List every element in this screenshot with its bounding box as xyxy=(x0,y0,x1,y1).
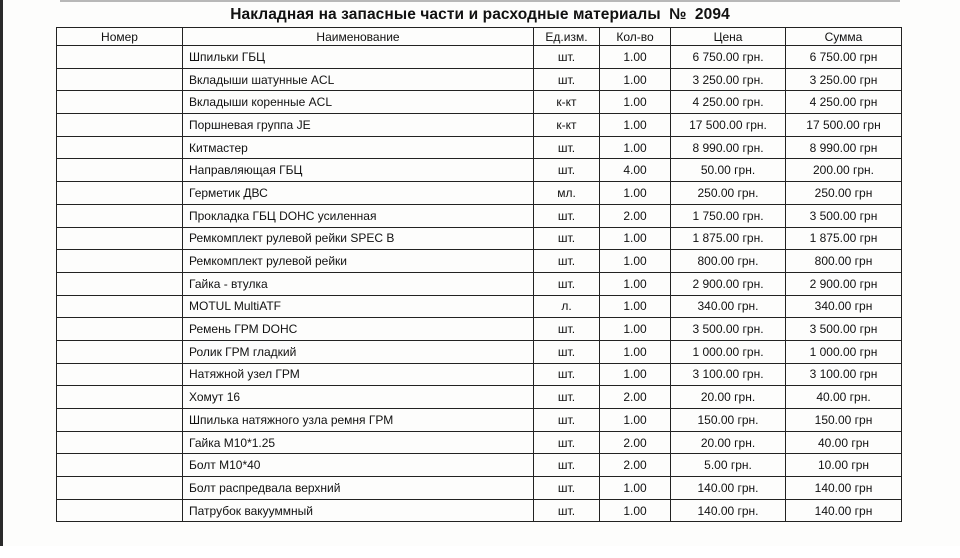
cell-name: Ролик ГРМ гладкий xyxy=(183,340,534,363)
cell-name: MOTUL MultiATF xyxy=(183,295,534,318)
cell-qty: 1.00 xyxy=(600,46,671,69)
table-row xyxy=(57,499,902,522)
cell-number xyxy=(57,46,183,69)
table-row xyxy=(57,159,902,182)
cell-unit: шт. xyxy=(534,454,600,477)
cell-price: 17 500.00 грн. xyxy=(671,114,786,137)
cell-number xyxy=(57,136,183,159)
table-row xyxy=(57,91,902,114)
cell-price: 3 500.00 грн. xyxy=(671,318,786,341)
cell-qty: 2.00 xyxy=(600,431,671,454)
table-row xyxy=(57,386,902,409)
cell-name: Вкладыши шатунные ACL xyxy=(183,68,534,91)
invoice-table-body xyxy=(57,46,902,522)
cell-qty: 1.00 xyxy=(600,182,671,205)
cell-price: 5.00 грн. xyxy=(671,454,786,477)
document-title-text: Накладная на запасные части и расходные материалы xyxy=(230,6,661,23)
cell-name: Болт М10*40 xyxy=(183,454,534,477)
cell-sum: 1 875.00 грн xyxy=(786,227,902,250)
cell-number xyxy=(57,340,183,363)
table-row xyxy=(57,409,902,432)
header-number: Номер xyxy=(57,28,183,46)
cell-unit: шт. xyxy=(534,318,600,341)
table-row xyxy=(57,272,902,295)
cell-unit: л. xyxy=(534,295,600,318)
cell-sum: 150.00 грн xyxy=(786,409,902,432)
table-row xyxy=(57,363,902,386)
cell-number xyxy=(57,295,183,318)
cell-name: Патрубок вакууммный xyxy=(183,499,534,522)
cell-name: Хомут 16 xyxy=(183,386,534,409)
cell-price: 1 750.00 грн. xyxy=(671,204,786,227)
cell-qty: 1.00 xyxy=(600,409,671,432)
cell-number xyxy=(57,318,183,341)
cell-unit: шт. xyxy=(534,159,600,182)
cell-name: Болт распредвала верхний xyxy=(183,477,534,500)
cell-price: 800.00 грн. xyxy=(671,250,786,273)
table-row xyxy=(57,136,902,159)
table-row xyxy=(57,250,902,273)
table-row xyxy=(57,204,902,227)
invoice-table xyxy=(56,27,902,522)
table-row xyxy=(57,431,902,454)
table-row xyxy=(57,68,902,91)
cell-number xyxy=(57,454,183,477)
cell-price: 340.00 грн. xyxy=(671,295,786,318)
cell-qty: 1.00 xyxy=(600,477,671,500)
cell-unit: шт. xyxy=(534,477,600,500)
table-header-row xyxy=(57,28,902,46)
cell-sum: 40.00 грн. xyxy=(786,386,902,409)
cell-number xyxy=(57,386,183,409)
cell-unit: шт. xyxy=(534,386,600,409)
cell-sum: 800.00 грн xyxy=(786,250,902,273)
cell-unit: шт. xyxy=(534,340,600,363)
cell-number xyxy=(57,272,183,295)
cell-unit: шт. xyxy=(534,250,600,273)
cell-qty: 1.00 xyxy=(600,250,671,273)
cell-qty: 1.00 xyxy=(600,68,671,91)
cell-number xyxy=(57,431,183,454)
cell-price: 50.00 грн. xyxy=(671,159,786,182)
cell-unit: мл. xyxy=(534,182,600,205)
cell-qty: 1.00 xyxy=(600,114,671,137)
cell-name: Ремкомплект рулевой рейки xyxy=(183,250,534,273)
cell-number xyxy=(57,91,183,114)
cell-qty: 1.00 xyxy=(600,318,671,341)
cell-sum: 140.00 грн xyxy=(786,477,902,500)
table-row xyxy=(57,182,902,205)
cell-qty: 1.00 xyxy=(600,340,671,363)
cell-name: Китмастер xyxy=(183,136,534,159)
cell-sum: 3 100.00 грн xyxy=(786,363,902,386)
cell-sum: 2 900.00 грн xyxy=(786,272,902,295)
scan-top-edge xyxy=(60,0,900,2)
table-row xyxy=(57,318,902,341)
cell-sum: 3 250.00 грн xyxy=(786,68,902,91)
cell-sum: 3 500.00 грн xyxy=(786,318,902,341)
table-row xyxy=(57,477,902,500)
cell-name: Прокладка ГБЦ DOHC усиленная xyxy=(183,204,534,227)
cell-name: Шпилька натяжного узла ремня ГРМ xyxy=(183,409,534,432)
cell-price: 20.00 грн. xyxy=(671,431,786,454)
cell-name: Ремень ГРМ DOHC xyxy=(183,318,534,341)
cell-price: 1 875.00 грн. xyxy=(671,227,786,250)
cell-sum: 8 990.00 грн xyxy=(786,136,902,159)
cell-qty: 1.00 xyxy=(600,91,671,114)
table-row xyxy=(57,295,902,318)
cell-qty: 1.00 xyxy=(600,227,671,250)
document-number-label: № xyxy=(669,6,687,23)
cell-unit: к-кт xyxy=(534,91,600,114)
scan-left-edge xyxy=(0,0,3,558)
table-row xyxy=(57,227,902,250)
cell-name: Направляющая ГБЦ xyxy=(183,159,534,182)
cell-sum: 140.00 грн xyxy=(786,499,902,522)
table-row xyxy=(57,340,902,363)
cell-name: Ремкомплект рулевой рейки SPEC B xyxy=(183,227,534,250)
cell-number xyxy=(57,250,183,273)
cell-qty: 2.00 xyxy=(600,386,671,409)
cell-sum: 4 250.00 грн xyxy=(786,91,902,114)
cell-number xyxy=(57,363,183,386)
header-unit: Ед.изм. xyxy=(534,28,600,46)
cell-price: 20.00 грн. xyxy=(671,386,786,409)
cell-price: 3 100.00 грн. xyxy=(671,363,786,386)
cell-name: Гайка - втулка xyxy=(183,272,534,295)
cell-number xyxy=(57,114,183,137)
cell-name: Шпильки ГБЦ xyxy=(183,46,534,69)
cell-name: Натяжной узел ГРМ xyxy=(183,363,534,386)
cell-price: 150.00 грн. xyxy=(671,409,786,432)
cell-number xyxy=(57,182,183,205)
cell-price: 2 900.00 грн. xyxy=(671,272,786,295)
cell-number xyxy=(57,227,183,250)
cell-sum: 40.00 грн xyxy=(786,431,902,454)
cell-unit: шт. xyxy=(534,46,600,69)
cell-qty: 1.00 xyxy=(600,499,671,522)
cell-number xyxy=(57,68,183,91)
cell-sum: 340.00 грн xyxy=(786,295,902,318)
document-title xyxy=(0,6,960,24)
cell-qty: 2.00 xyxy=(600,204,671,227)
table-row xyxy=(57,114,902,137)
cell-number xyxy=(57,409,183,432)
cell-unit: шт. xyxy=(534,68,600,91)
cell-name: Вкладыши коренные ACL xyxy=(183,91,534,114)
cell-sum: 1 000.00 грн xyxy=(786,340,902,363)
cell-sum: 3 500.00 грн xyxy=(786,204,902,227)
cell-price: 6 750.00 грн. xyxy=(671,46,786,69)
cell-unit: шт. xyxy=(534,204,600,227)
scan-bottom-margin xyxy=(0,546,960,558)
header-price: Цена xyxy=(671,28,786,46)
cell-unit: к-кт xyxy=(534,114,600,137)
cell-qty: 1.00 xyxy=(600,272,671,295)
cell-sum: 17 500.00 грн xyxy=(786,114,902,137)
cell-price: 8 990.00 грн. xyxy=(671,136,786,159)
cell-name: Герметик ДВС xyxy=(183,182,534,205)
cell-qty: 1.00 xyxy=(600,136,671,159)
cell-price: 3 250.00 грн. xyxy=(671,68,786,91)
table-row xyxy=(57,46,902,69)
cell-price: 4 250.00 грн. xyxy=(671,91,786,114)
cell-unit: шт. xyxy=(534,363,600,386)
header-qty: Кол-во xyxy=(600,28,671,46)
cell-qty: 1.00 xyxy=(600,295,671,318)
header-sum: Сумма xyxy=(786,28,902,46)
cell-qty: 4.00 xyxy=(600,159,671,182)
cell-price: 250.00 грн. xyxy=(671,182,786,205)
cell-number xyxy=(57,477,183,500)
cell-unit: шт. xyxy=(534,272,600,295)
cell-unit: шт. xyxy=(534,136,600,159)
cell-sum: 200.00 грн. xyxy=(786,159,902,182)
cell-unit: шт. xyxy=(534,431,600,454)
cell-qty: 1.00 xyxy=(600,363,671,386)
cell-qty: 2.00 xyxy=(600,454,671,477)
cell-unit: шт. xyxy=(534,409,600,432)
cell-price: 140.00 грн. xyxy=(671,477,786,500)
header-name: Наименование xyxy=(183,28,534,46)
document-number: 2094 xyxy=(694,6,730,23)
cell-name: Гайка М10*1.25 xyxy=(183,431,534,454)
cell-sum: 6 750.00 грн xyxy=(786,46,902,69)
cell-number xyxy=(57,159,183,182)
cell-unit: шт. xyxy=(534,227,600,250)
cell-number xyxy=(57,204,183,227)
cell-sum: 10.00 грн xyxy=(786,454,902,477)
cell-price: 1 000.00 грн. xyxy=(671,340,786,363)
cell-price: 140.00 грн. xyxy=(671,499,786,522)
cell-name: Поршневая группа JE xyxy=(183,114,534,137)
table-row xyxy=(57,454,902,477)
cell-unit: шт. xyxy=(534,499,600,522)
cell-number xyxy=(57,499,183,522)
cell-sum: 250.00 грн xyxy=(786,182,902,205)
